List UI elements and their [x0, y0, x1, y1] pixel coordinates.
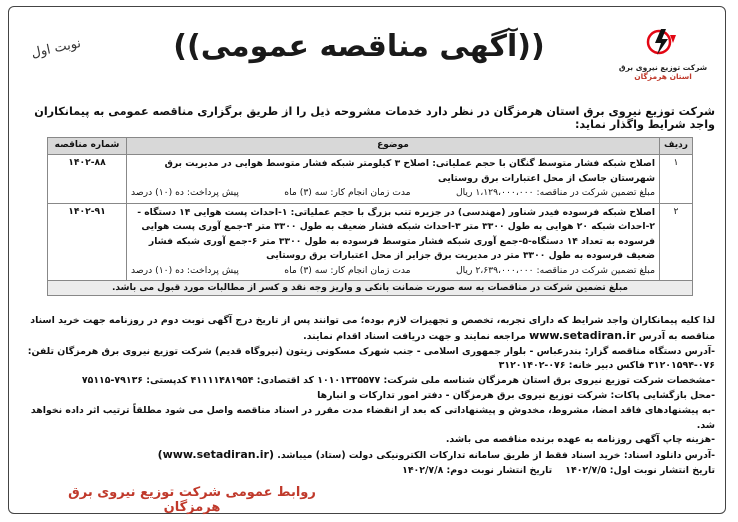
guarantee-note: مبلغ تضمین شرکت در مناقصات به سه صورت ضمانت بانکی و واریز وجه نقد و کسر از مطالبات مورد قبول می باشد. [48, 281, 693, 296]
note-ad-cost: -هزینه چاپ آگهی روزنامه به عهده برنده مناقصه می باشد. [445, 434, 715, 446]
row-duration: مدت زمان انجام کار: سه (۳) ماه [284, 264, 411, 276]
note-opening-place: -محل بازگشایی پاکات: شرکت توزیع نیروی برق هرمزگان - دفتر امور تدارکات و انبارها [317, 389, 715, 401]
row-index: ۱ [660, 155, 693, 204]
note-company-details: -مشخصات شرکت توزیع نیروی برق استان هرمزگان شناسه ملی شرکت: ۱۰۱۰۱۳۳۵۵۷۷ کد اقتصادی: ۴۱۱۱۱۴۸۱۹۵۴ کدپستی: ۷۹۱۳۶-۷۵۱۱۵ [81, 375, 715, 387]
note-download-text: -آدرس دانلود اسناد: خرید اسناد فقط از طریق سامانه تدارکات الکترونیکی دولت (ستاد) میباشد. [277, 450, 715, 462]
header-row-number: ردیف [660, 138, 693, 155]
row-description [127, 203, 660, 281]
note-download [19, 448, 715, 464]
tender-table [47, 137, 693, 296]
row-tender-code: ۱۴۰۲-۹۱ [48, 203, 127, 281]
row-tender-code: ۱۴۰۲-۸۸ [48, 155, 127, 204]
table-row [48, 155, 693, 204]
row-desc-text: اصلاح شبکه فرسوده فیدر شناور (مهندسی) در جزیره تنب بزرگ با حجم عملیاتی: ۱-احداث پست هوایی ۱۴ دستگاه - ۲-احداث شبکه ۲۰ هوایی به طول ۳۳۰۰ متر ۳-احداث شبکه فشار ضعیف به طول ۳۳۰۰ متر ۴-جمع آوری پست هوایی فرسوده به تعداد ۱۴ دستگاه-۵-جمع آوری شبکه فشار متوسط فرسوده به طول ۳۳۰۰ متر ۶-جمع آوری شبکه فشار ضعیف فرسوده به طول ۳۳۰۰ متر در مدیریت برق جزایر از محل اعتبارات برق روستایی [137, 206, 655, 261]
logo-name: شرکت توزیع نیروی برق [618, 63, 708, 72]
note-invalid-bids: -به پیشنهادهای فاقد امضا، مشروط، مخدوش و پیشنهاداتی که بعد از انقضاء مدت مقرر در اسناد مناقصه واصل می شود مطلقاً ترتیب اثر داده نخواهد شد. [30, 404, 715, 431]
table-row [48, 203, 693, 281]
note-eligibility-text-2: مراجعه نمایند و جهت دریافت اسناد اقدام نمایند. [303, 330, 526, 342]
row-prepay: پیش پرداخت: ده (۱۰) درصد [131, 187, 239, 198]
note-address: -آدرس دستگاه مناقصه گزار: بندرعباس - بلوار جمهوری اسلامی - جنب شهرک مسکونی زیتون (نیروگاه قدیم) شرکت توزیع نیروی برق هرمزگان تلفن: ۰۷۶-۳۱۲۰۱۵۹۴ فاکس دبیر خانه: ۰۷۶-۳۱۲۰۱۴۰۲ [27, 345, 715, 372]
notice-page [8, 6, 726, 514]
table-header-row [48, 138, 693, 155]
public-relations-signature: روابط عمومی شرکت توزیع نیروی برق هرمزگان [68, 485, 316, 515]
intro-text: شرکت توزیع نیروی برق استان هرمزگان در نظر دارد خدمات مشروحه ذیل را از طریق برگزاری مناقصه عمومی به پیمانکاران واجد شرایط واگذار نماید: [34, 105, 715, 131]
company-logo [617, 27, 709, 87]
publish-date-first: تاریخ انتشار نوبت اول: ۱۴۰۲/۷/۵ [565, 464, 715, 476]
row-description [127, 155, 660, 204]
note-eligibility-text: لذا کلیه پیمانکاران واجد شرایط که دارای تجربه، تخصص و تجهیزات لازم بوده؛ می توانند پس از تاریخ درج آگهی نوبت دوم در روزنامه جهت خرید اسناد مناقصه به آدرس [30, 315, 715, 342]
setadiran-link-2[interactable]: (www.setadiran.ir) [157, 448, 274, 462]
publish-dates [19, 464, 715, 479]
header-tender-number: شماره مناقصه [48, 138, 127, 155]
row-prepay: پیش پرداخت: ده (۱۰) درصد [131, 264, 239, 276]
publish-date-second: تاریخ انتشار نوبت دوم: ۱۴۰۲/۷/۸ [402, 464, 553, 476]
edition-badge: نوبت اول [29, 35, 83, 62]
row-meta [131, 186, 655, 201]
row-guarantee: مبلغ تضمین شرکت در مناقصه: ۱،۱۲۹،۰۰۰،۰۰۰ ریال [455, 187, 655, 198]
row-duration: مدت زمان انجام کار: سه (۳) ماه [284, 187, 411, 198]
header-subject: موضوع [127, 138, 660, 155]
logo-sub: استان هرمزگان [634, 72, 692, 81]
note-eligibility [19, 314, 715, 345]
row-desc-text: اصلاح شبکه فشار متوسط گنگان با حجم عملیاتی: اصلاح ۳ کیلومتر شبکه فشار متوسط هوایی در مدیریت برق شهرستان جاسک از محل اعتبارات برق روستایی [164, 158, 655, 184]
notice-title: ((آگهی مناقصه عمومی)) [173, 29, 545, 64]
notice-header [9, 7, 725, 102]
row-index: ۲ [660, 203, 693, 281]
table-footer-row [48, 281, 693, 296]
notice-notes [19, 314, 715, 479]
row-guarantee: مبلغ تضمین شرکت در مناقصه: ۲،۶۳۹،۰۰۰،۰۰۰ ریال [455, 264, 655, 276]
row-meta [131, 264, 655, 279]
lightning-logo-icon [646, 27, 680, 57]
setadiran-link[interactable]: www.setadiran.ir [529, 328, 636, 342]
